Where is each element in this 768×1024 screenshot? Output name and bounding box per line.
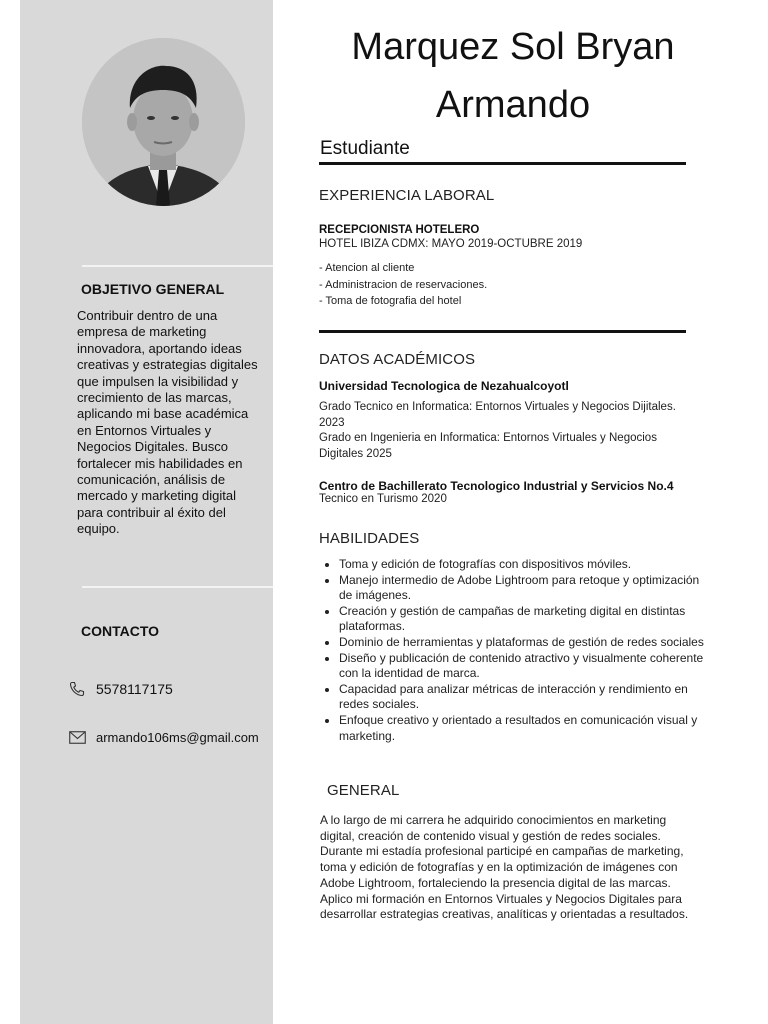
contact-phone-row: [68, 680, 173, 698]
job-duties: [319, 260, 487, 310]
school-name: Universidad Tecnologica de Nezahualcoyotl: [319, 379, 569, 393]
sidebar-divider: [82, 586, 273, 588]
job-title: RECEPCIONISTA HOTELERO: [319, 224, 480, 236]
candidate-name: Marquez Sol Bryan Armando: [351, 26, 675, 126]
list-item: • Capacidad para analizar métricas de interacción y rendimiento en redes sociales.: [339, 682, 709, 713]
school-degree: Grado en Ingenieria en Informatica: Entornos Virtuales y Negocios Digitales 2025: [319, 432, 657, 460]
list-item: • Dominio de herramientas y plataformas de gestión de redes sociales: [339, 635, 709, 651]
skills-list: [320, 557, 709, 744]
envelope-icon: [68, 728, 86, 746]
skills-title: HABILIDADES: [319, 530, 420, 547]
school-degree: Tecnico en Turismo 2020: [319, 493, 447, 505]
general-title: GENERAL: [327, 782, 400, 799]
candidate-role: Estudiante: [320, 138, 410, 159]
job-duty: - Toma de fotografia del hotel: [319, 295, 462, 307]
job-place: HOTEL IBIZA CDMX: MAYO 2019-OCTUBRE 2019: [319, 238, 583, 250]
phone-icon: [68, 680, 86, 698]
experience-divider: [319, 330, 686, 333]
contact-phone[interactable]: 5578117175: [96, 681, 173, 697]
job-duty: - Atencion al cliente: [319, 262, 415, 274]
contact-email-row: [68, 728, 259, 746]
job-duty: - Administracion de reservaciones.: [319, 278, 488, 291]
contact-email[interactable]: armando106ms@gmail.com: [96, 729, 259, 745]
contact-title: CONTACTO: [81, 623, 160, 639]
general-text: A lo largo de mi carrera he adquirido conocimientos en marketing digital, creación de contenido visual y gestión de redes sociales. Durante mi estadía profesional participé en campañas de marketing, toma y edición de fotografías y en la optimización de imágenes con Adobe Lightroom, fortaleciendo la presencia digital de las marcas. Aplico mi formación en Entornos Virtuales y Negocios Digitales para desarrollar estrategias creativas, analíticas y orientadas a resultados.: [320, 813, 689, 922]
experience-title: EXPERIENCIA LABORAL: [319, 187, 495, 204]
list-item: • Manejo intermedio de Adobe Lightroom para retoque y optimización de imágenes.: [339, 573, 709, 604]
school-name: Centro de Bachillerato Tecnologico Industrial y Servicios No.4: [319, 479, 674, 493]
profile-photo: [82, 38, 245, 206]
academics-title: DATOS ACADÉMICOS: [319, 351, 476, 368]
header-divider: [319, 162, 686, 165]
list-item: • Enfoque creativo y orientado a resultados en comunicación visual y marketing.: [339, 713, 709, 744]
list-item: • Toma y edición de fotografías con dispositivos móviles.: [339, 557, 709, 573]
sidebar-divider: [82, 265, 273, 267]
list-item: • Creación y gestión de campañas de marketing digital en distintas plataformas.: [339, 604, 709, 635]
school-degree: Grado Tecnico en Informatica: Entornos Virtuales y Negocios Dijitales. 2023: [319, 401, 676, 429]
list-item: • Diseño y publicación de contenido atractivo y visualmente coherente con la identidad de marca.: [339, 651, 709, 682]
objective-text: Contribuir dentro de una empresa de marketing innovadora, aportando ideas creativas y estrategias digitales que impulsen la visibilidad y crecimiento de las marcas, aplicando mi base académica en Entornos Virtuales y Negocios Digitales. Busco fortalecer mis habilidades en comunicación, análisis de mercado y marketing digital para contribuir al éxito del equipo.: [77, 308, 258, 537]
objective-title: OBJETIVO GENERAL: [81, 281, 225, 297]
